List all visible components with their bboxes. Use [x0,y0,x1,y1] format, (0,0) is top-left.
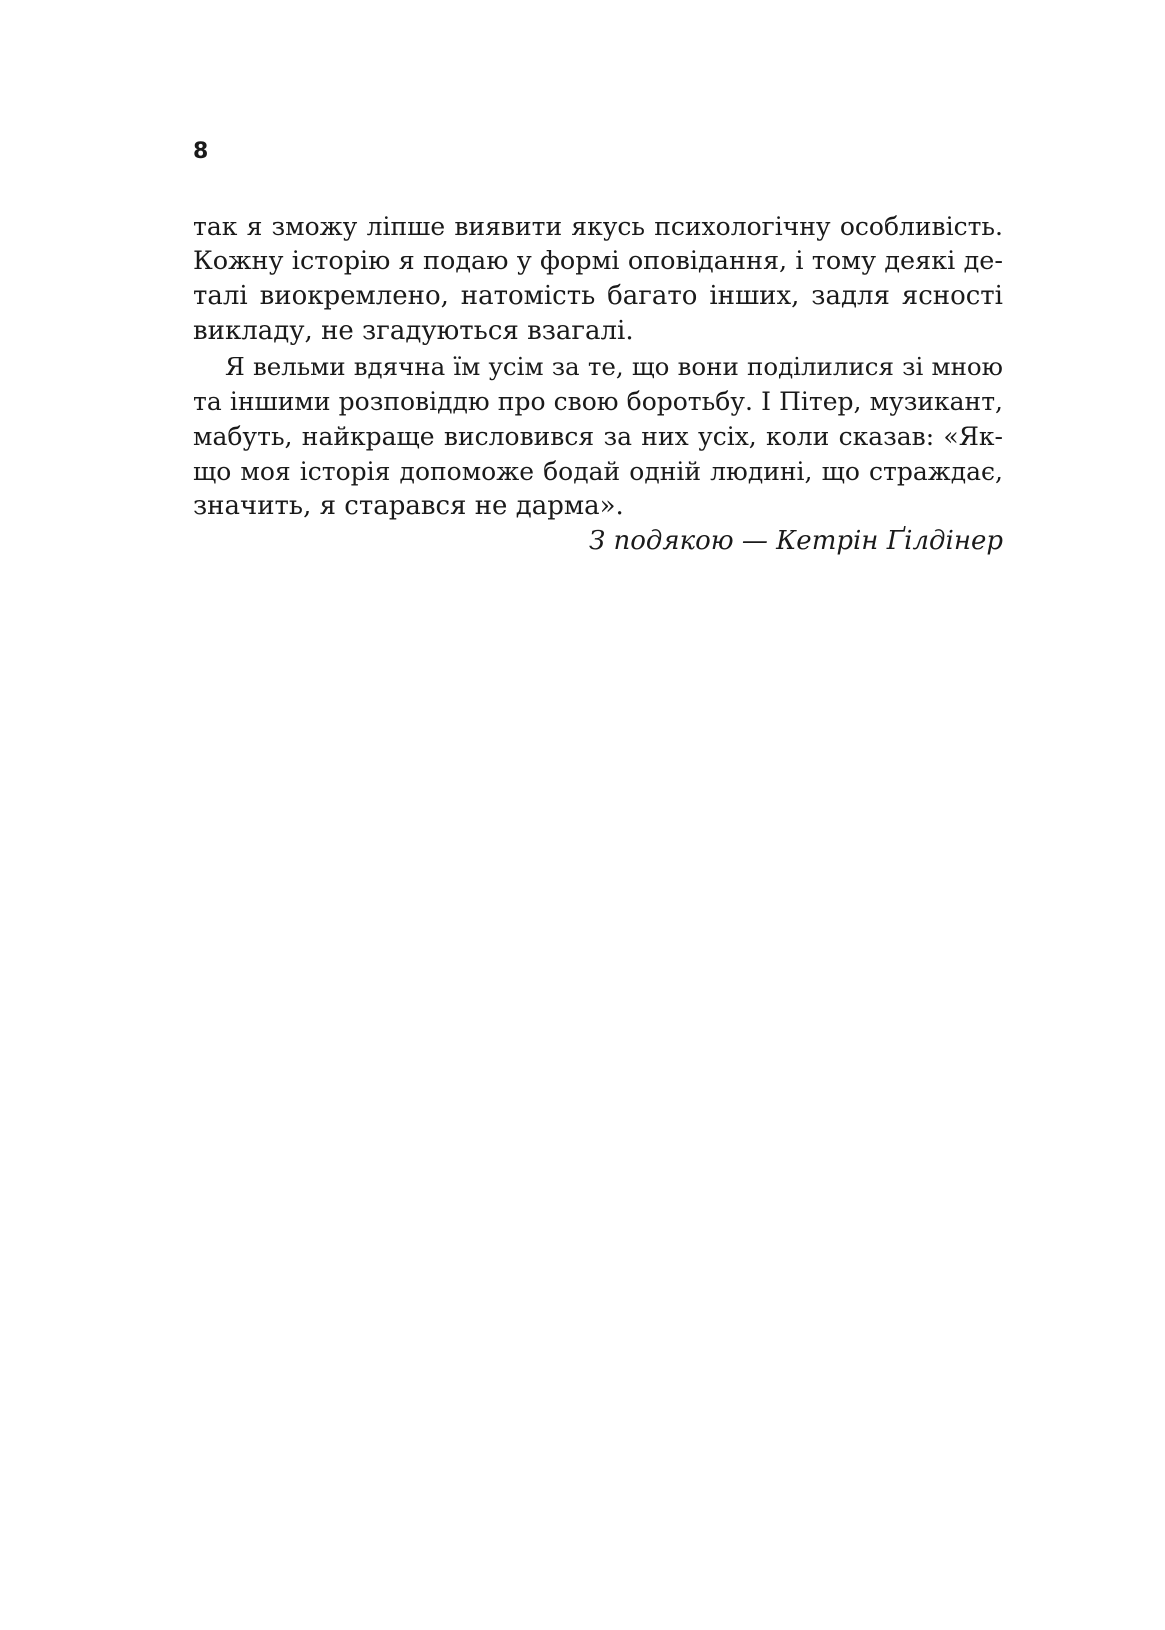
text-line: так я зможу ліпше виявити якусь психологічну особливість. [193,212,1003,241]
text-line: талі виокремлено, натомість багато інших, задля ясності [193,281,1003,311]
text-line: Я вельми вдячна їм усім за те, що вони поділилися зі мною [225,352,1003,381]
text-line: значить, я старався не дарма». [193,491,624,521]
body-text [193,209,1003,559]
paragraph [193,349,1003,524]
page-number: 8 [193,139,209,164]
text-line: та іншими розповіддю про свою боротьбу. І Пітер, музикант, [193,387,1003,416]
text-line: викладу, не згадуються взагалі. [193,316,634,346]
signature: З подякою — Кетрін Ґілдінер [589,526,1003,556]
text-line: Кожну історію я подаю у формі оповідання, і тому деякі де- [193,246,1003,276]
text-line: що моя історія допоможе бодай одній людині, що страждає, [193,457,1003,486]
paragraph [193,209,1003,349]
text-line: мабуть, найкраще висловився за них усіх, коли сказав: «Як- [193,422,1003,451]
